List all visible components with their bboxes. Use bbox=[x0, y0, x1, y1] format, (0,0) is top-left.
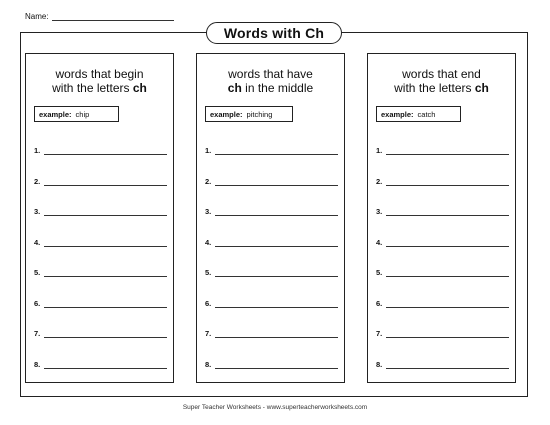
answer-line[interactable] bbox=[386, 179, 509, 186]
answer-line[interactable] bbox=[386, 362, 509, 369]
answer-item[interactable] bbox=[205, 329, 338, 338]
heading-line1: words that end bbox=[402, 67, 481, 81]
item-number: 3. bbox=[205, 207, 212, 216]
example-label: example: bbox=[381, 109, 414, 119]
column-heading bbox=[197, 67, 344, 95]
name-label: Name: bbox=[25, 12, 49, 21]
example-label: example: bbox=[210, 109, 243, 119]
answer-item[interactable] bbox=[34, 329, 167, 338]
answer-item[interactable] bbox=[34, 146, 167, 155]
answer-line[interactable] bbox=[386, 301, 509, 308]
answer-item[interactable] bbox=[205, 177, 338, 186]
item-number: 4. bbox=[376, 237, 383, 247]
answer-line[interactable] bbox=[44, 270, 167, 277]
heading-line1: words that have bbox=[228, 67, 313, 81]
answer-line[interactable] bbox=[215, 301, 338, 308]
item-number: 7. bbox=[34, 329, 41, 338]
answer-item[interactable] bbox=[376, 299, 509, 308]
answer-line[interactable] bbox=[44, 148, 167, 155]
answer-line[interactable] bbox=[386, 148, 509, 155]
item-number: 2. bbox=[34, 176, 41, 186]
answer-item[interactable] bbox=[376, 207, 509, 216]
worksheet-title: Words with Ch bbox=[206, 22, 342, 44]
item-number: 7. bbox=[376, 329, 383, 338]
item-number: 2. bbox=[205, 176, 212, 186]
item-number: 5. bbox=[376, 268, 383, 277]
column-begin bbox=[25, 53, 174, 383]
answer-item[interactable] bbox=[376, 146, 509, 155]
item-number: 3. bbox=[34, 207, 41, 216]
answer-line[interactable] bbox=[215, 270, 338, 277]
example-box bbox=[376, 106, 461, 122]
answer-item[interactable] bbox=[205, 299, 338, 308]
item-number: 6. bbox=[376, 298, 383, 308]
answer-item[interactable] bbox=[34, 177, 167, 186]
answer-item[interactable] bbox=[34, 207, 167, 216]
answer-line[interactable] bbox=[386, 240, 509, 247]
answer-item[interactable] bbox=[205, 268, 338, 277]
item-number: 3. bbox=[376, 207, 383, 216]
item-number: 8. bbox=[376, 359, 383, 369]
item-number: 4. bbox=[34, 237, 41, 247]
example-box bbox=[34, 106, 119, 122]
answer-line[interactable] bbox=[215, 240, 338, 247]
answer-line[interactable] bbox=[44, 209, 167, 216]
answer-item[interactable] bbox=[205, 238, 338, 247]
example-word: catch bbox=[417, 109, 436, 119]
heading-line2: with the letters ch bbox=[52, 81, 147, 95]
item-number: 5. bbox=[205, 268, 212, 277]
column-heading bbox=[368, 67, 515, 95]
name-field[interactable] bbox=[25, 12, 174, 21]
answer-line[interactable] bbox=[44, 179, 167, 186]
item-number: 7. bbox=[205, 329, 212, 338]
answer-item[interactable] bbox=[376, 360, 509, 369]
item-number: 8. bbox=[34, 359, 41, 369]
answer-item[interactable] bbox=[34, 268, 167, 277]
item-number: 5. bbox=[34, 268, 41, 277]
answer-item[interactable] bbox=[205, 207, 338, 216]
heading-line2: with the letters ch bbox=[394, 81, 489, 95]
item-number: 4. bbox=[205, 237, 212, 247]
answer-item[interactable] bbox=[34, 360, 167, 369]
answer-line[interactable] bbox=[215, 209, 338, 216]
answer-item[interactable] bbox=[376, 177, 509, 186]
name-line[interactable] bbox=[52, 13, 174, 21]
heading-line1: words that begin bbox=[55, 67, 144, 81]
answer-item[interactable] bbox=[205, 146, 338, 155]
column-middle bbox=[196, 53, 345, 383]
answer-line[interactable] bbox=[386, 270, 509, 277]
example-word: pitching bbox=[246, 109, 273, 119]
answer-line[interactable] bbox=[386, 331, 509, 338]
example-box bbox=[205, 106, 293, 122]
answer-line[interactable] bbox=[215, 362, 338, 369]
answer-item[interactable] bbox=[34, 238, 167, 247]
answer-line[interactable] bbox=[215, 179, 338, 186]
answer-item[interactable] bbox=[205, 360, 338, 369]
answer-line[interactable] bbox=[44, 362, 167, 369]
answer-line[interactable] bbox=[215, 331, 338, 338]
footer-credit: Super Teacher Worksheets - www.superteacherworksheets.com bbox=[182, 404, 368, 411]
column-end bbox=[367, 53, 516, 383]
item-number: 1. bbox=[34, 146, 41, 155]
answer-line[interactable] bbox=[215, 148, 338, 155]
answer-line[interactable] bbox=[44, 240, 167, 247]
answer-item[interactable] bbox=[376, 238, 509, 247]
item-number: 6. bbox=[205, 298, 212, 308]
answer-item[interactable] bbox=[376, 329, 509, 338]
item-number: 2. bbox=[376, 176, 383, 186]
item-number: 8. bbox=[205, 359, 212, 369]
item-number: 6. bbox=[34, 298, 41, 308]
example-label: example: bbox=[39, 109, 72, 119]
heading-line2: ch in the middle bbox=[227, 81, 314, 95]
answer-item[interactable] bbox=[376, 268, 509, 277]
answer-item[interactable] bbox=[34, 299, 167, 308]
item-number: 1. bbox=[376, 146, 383, 155]
answer-line[interactable] bbox=[44, 301, 167, 308]
item-number: 1. bbox=[205, 146, 212, 155]
answer-line[interactable] bbox=[386, 209, 509, 216]
example-word: chip bbox=[75, 109, 90, 119]
answer-line[interactable] bbox=[44, 331, 167, 338]
column-heading bbox=[26, 67, 173, 95]
